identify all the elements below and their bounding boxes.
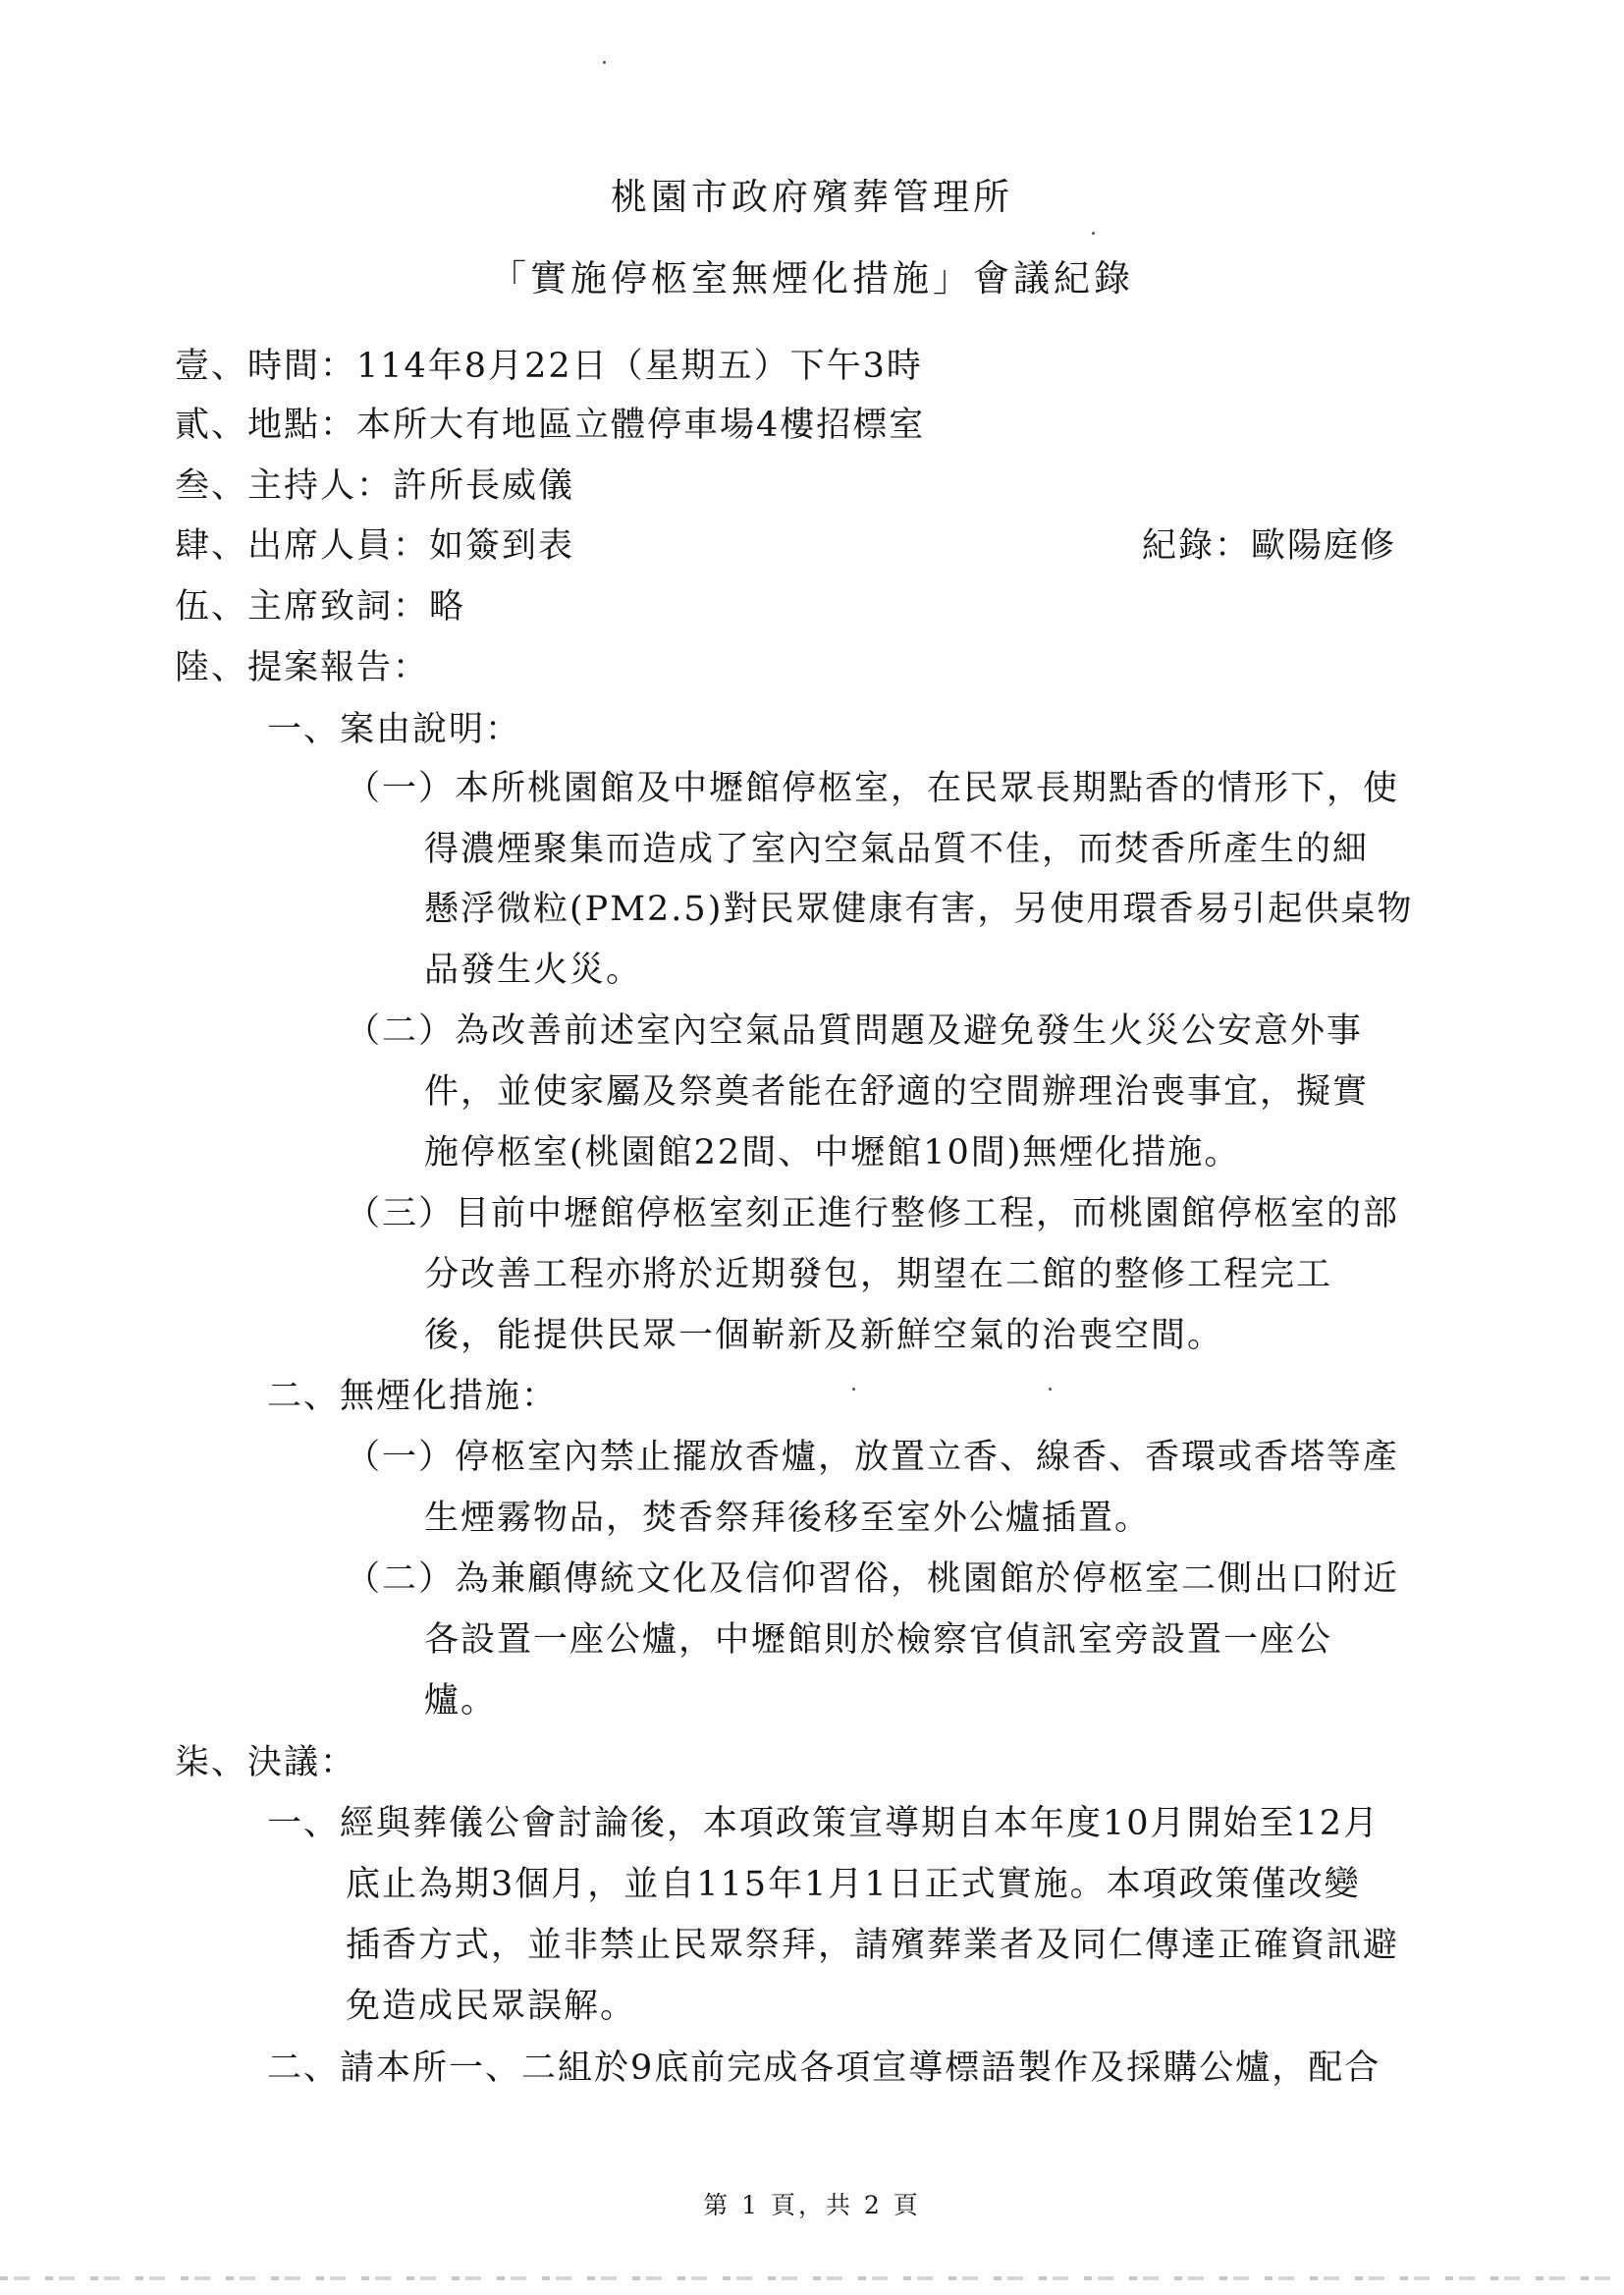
meeting-place: 貳、地點：本所大有地區立體停車場4樓招標室 [175,406,926,445]
smoke-free-measure-2-line: 爐。 [424,1681,498,1721]
case-explanation-1-line: （一）本所桃園館及中壢館停柩室，在民眾長期點香的情形下，使 [346,769,1400,808]
case-explanation-1-line: 懸浮微粒(PM2.5)對民眾健康有害，另使用環香易引起供桌物 [424,890,1414,929]
smoke-free-measure-1-line: （一）停柩室內禁止擺放香爐，放置立香、線香、香環或香塔等產 [346,1438,1400,1477]
smoke-free-measure-2-line: 各設置一座公爐，中壢館則於檢察官偵訊室旁設置一座公 [424,1620,1333,1660]
scan-speck [852,1388,855,1391]
resolution-1-line: 底止為期3個月，並自115年1月1日正式實施。本項政策僅改變 [346,1865,1361,1904]
scan-speck [603,61,606,64]
chair-speech: 伍、主席致詞：略 [175,587,466,627]
scan-edge-artifact [0,2276,1624,2280]
case-explanation-heading: 一、案由說明： [267,710,522,749]
scan-speck [1092,232,1095,235]
resolution-1-line: 免造成民眾誤解。 [346,1987,637,2026]
case-explanation-3-line: 後，能提供民眾一個嶄新及新鮮空氣的治喪空間。 [424,1316,1224,1355]
resolution-2-line: 二、請本所一、二組於9底前完成各項宣導標語製作及採購公爐，配合 [267,2049,1381,2088]
resolution-heading: 柒、決議： [175,1743,357,1782]
case-explanation-2-line: 件，並使家屬及祭奠者能在舒適的空間辦理治喪事宜，擬實 [424,1072,1370,1112]
smoke-free-measure-2-line: （二）為兼顧傳統文化及信仰習俗，桃園館於停柩室二側出口附近 [346,1559,1400,1599]
case-explanation-1-line: 品發生火災。 [424,951,643,990]
meeting-time: 壹、時間：114年8月22日（星期五）下午3時 [175,347,923,386]
document-title-meeting: 「實施停柩室無煙化措施」會議紀錄 [490,257,1134,300]
smoke-free-measures-heading: 二、無煙化措施： [267,1377,559,1416]
smoke-free-measure-1-line: 生煙霧物品，焚香祭拜後移至室外公爐插置。 [424,1499,1152,1538]
resolution-1-line: 插香方式，並非禁止民眾祭拜，請殯葬業者及同仁傳達正確資訊避 [346,1926,1400,1965]
document-title-agency: 桃園市政府殯葬管理所 [611,176,1013,218]
meeting-attendees: 肆、出席人員：如簽到表 [175,526,575,566]
scan-speck [1049,1388,1052,1391]
meeting-recorder: 紀錄：歐陽庭修 [1142,526,1397,566]
meeting-host: 叁、主持人：許所長威儀 [175,466,575,506]
page-number: 第 1 頁，共 2 頁 [703,2191,921,2219]
case-explanation-1-line: 得濃煙聚集而造成了室內空氣品質不佳，而焚香所產生的細 [424,830,1370,869]
proposal-report-heading: 陸、提案報告： [175,648,430,687]
case-explanation-2-line: 施停柩室(桃園館22間、中壢館10間)無煙化措施。 [424,1133,1241,1173]
case-explanation-3-line: 分改善工程亦將於近期發包，期望在二館的整修工程完工 [424,1255,1333,1294]
resolution-1-line: 一、經與葬儀公會討論後，本項政策宣導期自本年度10月開始至12月 [267,1804,1380,1843]
case-explanation-2-line: （二）為改善前述室內空氣品質問題及避免發生火災公安意外事 [346,1011,1364,1051]
case-explanation-3-line: （三）目前中壢館停柩室刻正進行整修工程，而桃園館停柩室的部 [346,1194,1400,1233]
